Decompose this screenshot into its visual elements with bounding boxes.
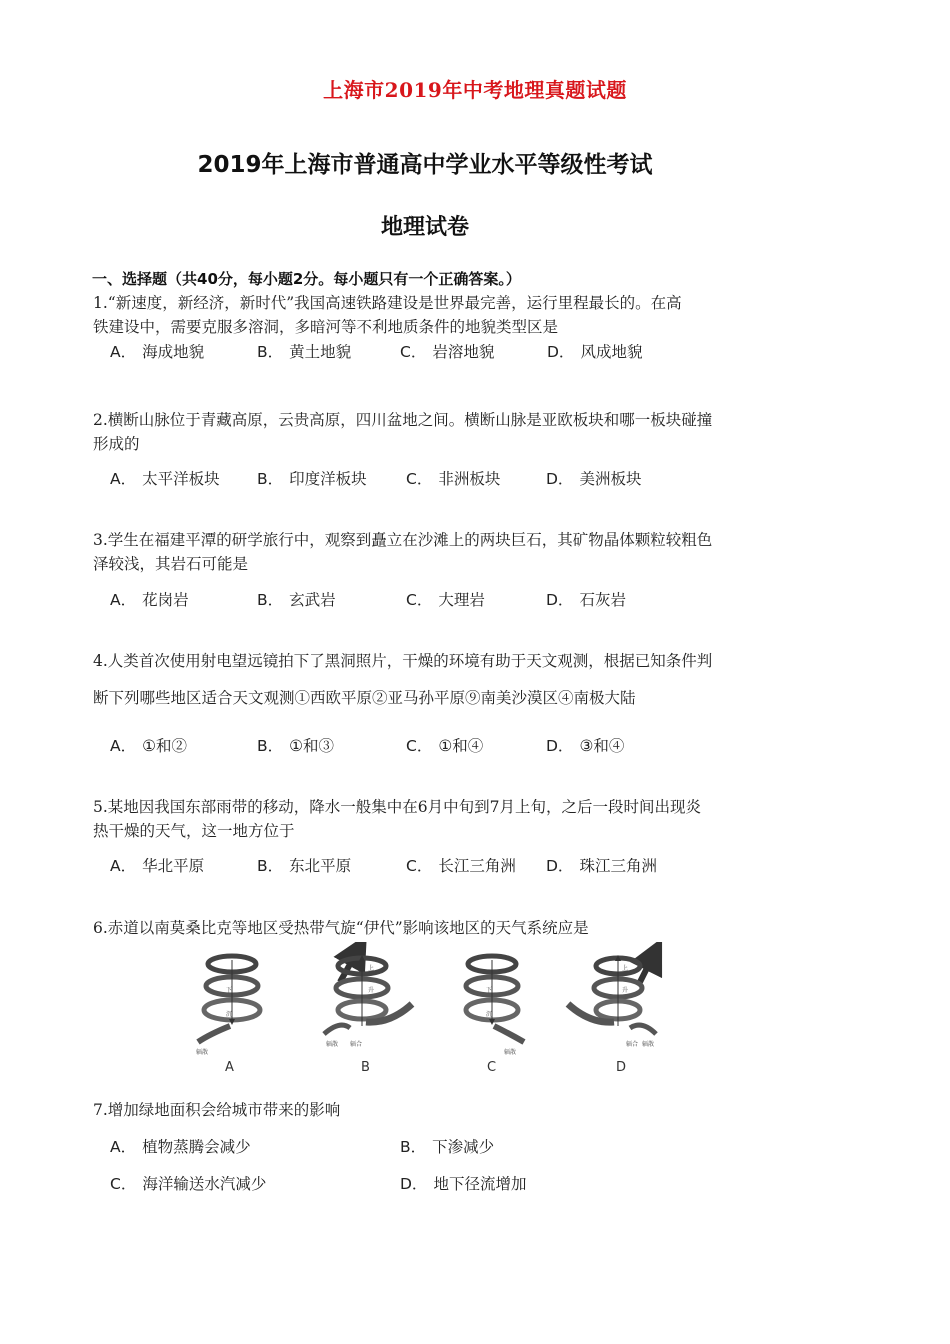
d-up-mark: 上 [622,965,629,972]
c-sink-mark: 沉 [486,1011,493,1018]
c-down-mark: 下 [486,987,493,994]
diagram-d [568,954,656,1048]
question-1-line-2: 铁建设中，需要克服多溶洞，多暗河等不利地质条件的地貌类型区是 [93,318,559,336]
d-rise-mark: 升 [622,987,629,994]
weather-system-figure [190,942,670,1082]
q4-option-d: D． ③和④ [546,737,625,755]
q3-option-c: C． 大理岩 [406,591,485,609]
q3-option-d: D． 石灰岩 [546,591,626,609]
diagram-a [196,956,260,1056]
figure-label-a: A [225,1060,234,1075]
q5-option-c: C． 长江三角洲 [406,857,516,875]
figure-label-b: B [361,1060,370,1075]
exam-title: 2019年上海市普通高中学业水平等级性考试 [197,152,653,178]
d-diverge-mark: 辐散 [642,1041,655,1048]
question-2-line-1: 2.横断山脉位于青藏高原，云贵高原，四川盆地之间。横断山脉是亚欧板块和哪一板块碰撞 [93,411,713,429]
a-sink-mark: 沉 [226,1011,233,1018]
question-6-line-1: 6.赤道以南莫桑比克等地区受热带气旋“伊代”影响该地区的天气系统应是 [93,919,589,937]
cyclone-diagrams [190,942,670,1057]
q5-option-a: A． 华北平原 [110,857,205,875]
q7-option-c: C． 海洋输送水汽减少 [110,1175,267,1193]
c-diverge-mark: 辐散 [504,1049,517,1056]
q1-option-a: A． 海成地貌 [110,343,205,361]
q4-option-a: A． ①和② [110,737,188,755]
a-diverge-mark: 辐散 [196,1049,209,1056]
q5-option-d: D． 珠江三角洲 [546,857,657,875]
q5-option-b: B． 东北平原 [257,857,352,875]
question-3-line-2: 泽较浅，其岩石可能是 [93,555,249,573]
exam-subtitle: 地理试卷 [380,215,469,240]
b-diverge-mark: 辐散 [326,1041,339,1048]
diagram-c [466,956,524,1056]
q1-option-b: B． 黄土地貌 [257,343,352,361]
question-4-line-2: 断下列哪些地区适合天文观测①西欧平原②亚马孙平原⑨南美沙漠区④南极大陆 [93,689,636,707]
question-3-line-1: 3.学生在福建平潭的研学旅行中，观察到矗立在沙滩上的两块巨石，其矿物晶体颗粒较粗色 [93,531,713,549]
q2-option-c: C． 非洲板块 [406,470,501,488]
b-up-mark: 上 [368,965,375,972]
q3-option-b: B． 玄武岩 [257,591,336,609]
q2-option-a: A． 太平洋板块 [110,470,220,488]
a-down-mark: 下 [226,987,233,994]
q4-option-c: C． ①和④ [406,737,484,755]
section-heading: 一、选择题（共40分，每小题2分。每小题只有一个正确答案。） [92,270,521,288]
b-rise-mark: 升 [368,987,375,994]
q2-option-b: B． 印度洋板块 [257,470,367,488]
question-4-line-1: 4.人类首次使用射电望远镜拍下了黑洞照片，干燥的环境有助于天文观测，根据已知条件判 [93,652,713,670]
diagram-b [324,950,412,1048]
question-2-line-2: 形成的 [93,435,140,453]
b-converge-mark: 辐合 [350,1041,363,1048]
document-red-title: 上海市2019年中考地理真题试题 [323,78,627,102]
q2-option-d: D． 美洲板块 [546,470,642,488]
q1-option-c: C． 岩溶地貌 [400,343,495,361]
question-1-line-1: 1.“新速度，新经济，新时代”我国高速铁路建设是世界最完善，运行里程最长的。在高 [93,294,682,312]
q4-option-b: B． ①和③ [257,737,335,755]
d-converge-mark: 辐合 [626,1041,639,1048]
q1-option-d: D． 风成地貌 [547,343,643,361]
question-5-line-1: 5.某地因我国东部雨带的移动，降水一般集中在6月中旬到7月上旬，之后一段时间出现炎 [93,798,702,816]
figure-label-d: D [616,1060,627,1075]
question-5-line-2: 热干燥的天气，这一地方位于 [93,822,295,840]
q7-option-d: D． 地下径流增加 [400,1175,527,1193]
figure-label-c: C [487,1060,497,1075]
question-7-line-1: 7.增加绿地面积会给城市带来的影响 [93,1101,341,1119]
q3-option-a: A． 花岗岩 [110,591,189,609]
q7-option-a: A． 植物蒸腾会减少 [110,1138,251,1156]
q7-option-b: B． 下渗减少 [400,1138,495,1156]
